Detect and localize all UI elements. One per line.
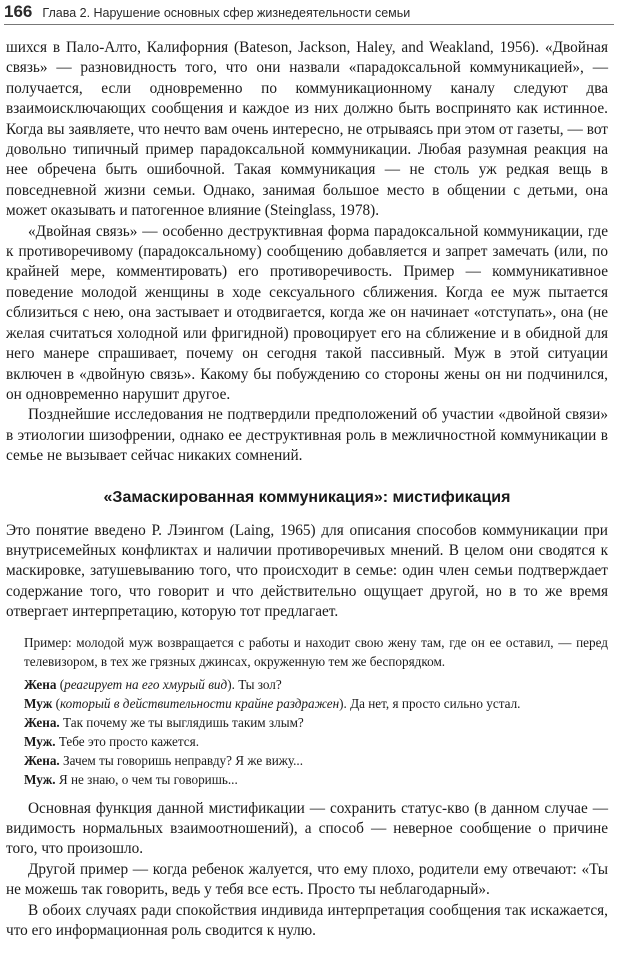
utterance: Так почему же ты выглядишь таким злым?	[63, 714, 304, 730]
example-block	[24, 633, 608, 789]
body-text	[6, 38, 608, 941]
speaker: Муж	[24, 695, 53, 711]
header-rule	[4, 24, 614, 25]
utterance: Да нет, я просто сильно устал.	[350, 695, 521, 711]
dialog-line	[24, 713, 608, 732]
dialog-line	[24, 770, 608, 789]
dialog-line: Жена (реагирует на его хмурый вид). Ты зол?	[24, 676, 282, 692]
running-head	[4, 2, 612, 24]
utterance: Тебе это просто кажется.	[58, 733, 199, 749]
section-heading: «Замаскированная коммуникация»: мистификация	[103, 488, 511, 506]
paragraph: Другой пример — когда ребенок жалуется, что ему плохо, родители ему отвечают: «Ты не можешь так говорить, ведь у тебя все есть. Просто ты неблагодарный».	[6, 860, 608, 899]
stage-direction: реагирует на его хмурый вид	[64, 676, 228, 692]
page-number: 166	[4, 2, 33, 21]
dialog-line: Муж (который в действительности крайне раздражен). Да нет, я просто сильно устал.	[24, 695, 521, 711]
paragraph: Основная функция данной мистификации — сохранить статус-кво (в данном случае — видимость нормальных взаимоотношений), а способ — неверное сообщение о причине того, что произошло.	[6, 799, 608, 858]
utterance: Ты зол?	[238, 676, 282, 692]
stage-direction: который в действительности крайне раздражен	[59, 695, 340, 711]
speaker: Муж.	[24, 733, 56, 749]
speaker: Жена.	[24, 752, 60, 768]
speaker: Муж.	[24, 771, 56, 787]
paragraph: шихся в Пало-Алто, Калифорния (Bateson, Jackson, Haley, and Weakland, 1956). «Двойная связь» — разновидность того, что они назвали «парадоксальной коммуникацией», — получается, если одновременно по коммуникационному каналу следуют два взаимоисключающих сообщения и каждое из них должно быть воспринято как истинное. Когда вы заявляете, что нечто вам очень интересно, не отрываясь при этом от газеты, — вот довольно типичный пример парадоксальной коммуникации. Любая разумная реакция на нее обречена быть ошибочной. Такая коммуникация — не столь уж редкая вещь в повседневной жизни семьи. Однако, занимая большое место в общении с детьми, она может оказывать и патогенное влияние (Steinglass, 1978).	[6, 39, 608, 220]
dialog-line	[24, 751, 608, 770]
speaker: Жена.	[24, 714, 60, 730]
paragraph: В обоих случаях ради спокойствия индивида интерпретация сообщения так искажается, что его информационная роль сводится к нулю.	[6, 901, 608, 939]
paragraph: Позднейшие исследования не подтвердили предположений об участии «двойной связи» в этиологии шизофрении, однако ее деструктивная роль в межличностной коммуникации в семье не вызывает сейчас никаких сомнений.	[6, 406, 608, 465]
speaker: Жена	[24, 676, 57, 692]
utterance: Я не знаю, о чем ты говоришь...	[58, 771, 238, 787]
chapter-title: Глава 2. Нарушение основных сфер жизнедеятельности семьи	[42, 6, 411, 20]
dialog-line	[24, 732, 608, 751]
paragraph: «Двойная связь» — особенно деструктивная форма парадоксальной коммуникации, где к противоречивому (парадоксальному) сообщению добавляется и запрет замечать (или, по крайней мере, комментировать) его противоречивость. Пример — коммуникативное поведение молодой женщины в ходе сексуального сближения. Когда ее муж пытается сблизиться с нею, она застывает и отодвигается, когда же он начинает «отступать», она (не желая считаться холодной или фригидной) провоцирует его на сближение и в обидной для него манере спрашивает, почему он сегодня такой пассивный. Муж в этой ситуации включен в «двойную связь». Какому бы побуждению со стороны жены он ни подчинился, он одновременно нарушит другое.	[6, 222, 608, 403]
section-intro: Это понятие введено Р. Лэингом (Laing, 1965) для описания способов коммуникации при внутрисемейных конфликтах и наличии противоречивых мнений. В целом они сводятся к маскировке, затушевыванию того, что происходит в семье: один член семьи подтверждает содержание того, что говорит и что действительно ощущает другой, но в то же время отвергает интерпретацию, которую тот предлагает.	[6, 521, 608, 621]
utterance: Зачем ты говоришь неправду? Я же вижу...	[63, 752, 304, 768]
example-intro: Пример: молодой муж возвращается с работы и находит свою жену там, где он ее оставил, — перед телевизором, в тех же грязных джинсах, окруженную тем же беспорядком.	[24, 634, 608, 669]
